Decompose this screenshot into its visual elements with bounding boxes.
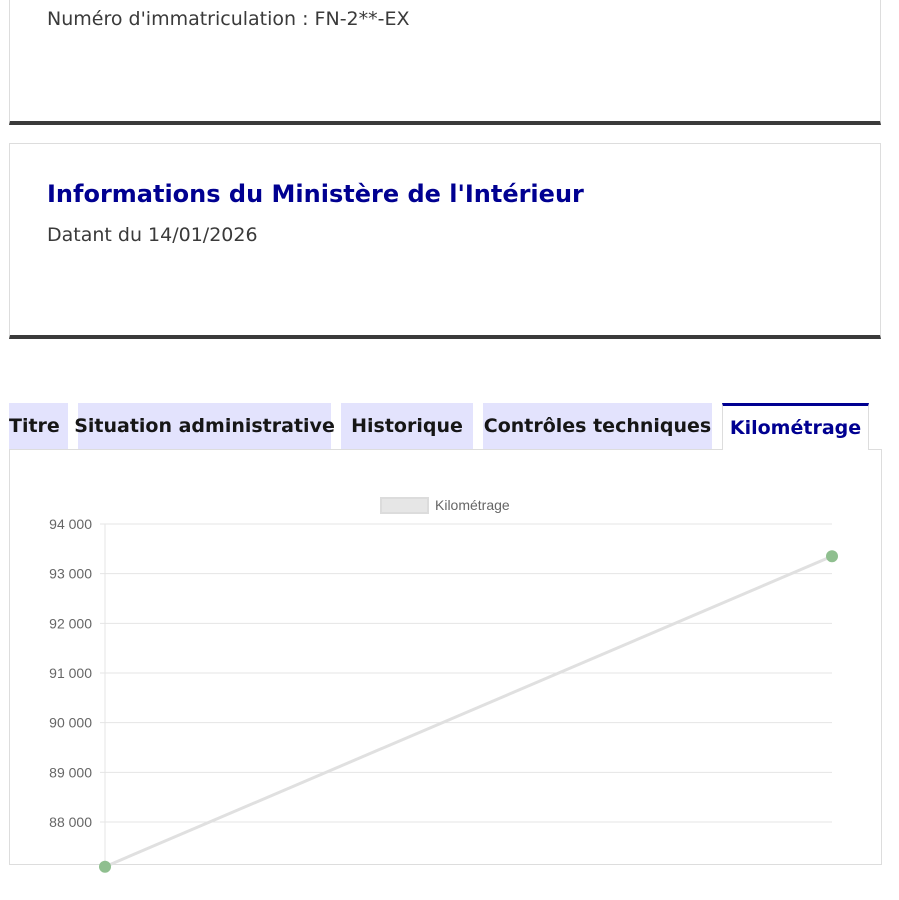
y-tick-label: 94 000 (49, 516, 92, 532)
tab-situation-administrative[interactable]: Situation administrative (78, 403, 331, 449)
vehicle-card (9, 0, 881, 125)
tab-kilometrage[interactable]: Kilométrage (722, 403, 869, 450)
y-tick-label: 90 000 (49, 714, 92, 731)
tab-list (9, 403, 881, 450)
y-tick-label: 88 000 (49, 814, 92, 830)
tab-historique[interactable]: Historique (341, 403, 473, 449)
registration-number: Numéro d'immatriculation : FN-2**-EX (47, 8, 410, 30)
y-tick-label: 89 000 (49, 764, 92, 781)
tab-controles-techniques[interactable]: Contrôles techniques (483, 403, 712, 449)
legend-label[interactable]: Kilométrage (435, 497, 510, 513)
kilometrage-panel (9, 449, 882, 865)
y-tick-label: 91 000 (49, 665, 92, 681)
ministry-card (9, 143, 881, 339)
tab-titre[interactable]: Titre (9, 403, 68, 449)
y-tick-label: 92 000 (49, 615, 92, 632)
ministry-title: Informations du Ministère de l'Intérieur (47, 180, 584, 208)
y-tick-label: 93 000 (49, 565, 92, 582)
ministry-date: Datant du 14/01/2026 (47, 224, 258, 246)
